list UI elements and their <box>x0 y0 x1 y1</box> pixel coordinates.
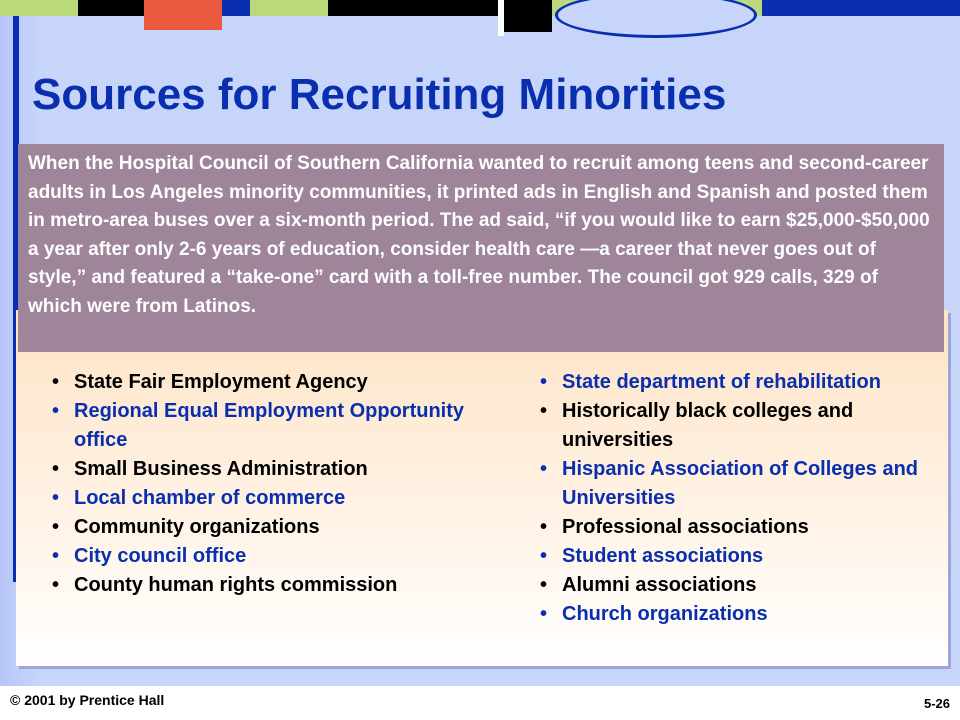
decor-black-block <box>328 0 498 16</box>
list-item-label: State department of rehabilitation <box>562 371 881 393</box>
list-item-label: County human rights commission <box>74 574 398 596</box>
list-item <box>540 397 940 455</box>
bullet-icon: • <box>540 545 548 567</box>
bullet-icon: • <box>540 574 548 596</box>
list-item <box>52 542 472 571</box>
list-item-label: Church organizations <box>562 603 768 625</box>
list-item-label: State Fair Employment Agency <box>74 371 368 393</box>
list-item <box>52 397 472 455</box>
list-item <box>540 513 940 542</box>
list-item-label: Community organizations <box>74 516 320 538</box>
decor-red-block <box>144 0 222 30</box>
list-item <box>540 600 940 629</box>
decor-blue-block <box>762 0 960 16</box>
bullet-icon: • <box>52 574 60 596</box>
list-item-label: City council office <box>74 545 247 567</box>
list-item-label: Professional associations <box>562 516 809 538</box>
bullet-icon: • <box>540 371 548 393</box>
bullet-icon: • <box>540 458 548 480</box>
right-source-list <box>540 368 940 629</box>
list-item <box>52 513 472 542</box>
page-number: 5-26 <box>923 696 950 711</box>
list-item <box>52 484 472 513</box>
list-item <box>540 571 940 600</box>
bullet-icon: • <box>540 400 548 422</box>
list-item-label: Historically black colleges and universities <box>562 400 854 451</box>
list-item <box>540 455 940 513</box>
list-item-label: Alumni associations <box>562 574 757 596</box>
copyright-text: © 2001 by Prentice Hall <box>10 692 165 708</box>
decor-green-block <box>250 0 328 16</box>
bullet-icon: • <box>52 400 60 422</box>
callout-box <box>18 144 944 352</box>
bullet-icon: • <box>52 458 60 480</box>
list-item <box>52 368 472 397</box>
bullet-icon: • <box>52 371 60 393</box>
list-item-label: Local chamber of commerce <box>74 487 346 509</box>
decor-black-block <box>504 0 552 32</box>
bullet-icon: • <box>52 516 60 538</box>
top-decorative-bar <box>0 0 960 16</box>
list-item <box>540 368 940 397</box>
list-item-label: Regional Equal Employment Opportunity office <box>74 400 465 451</box>
list-item-label: Student associations <box>562 545 764 567</box>
list-item <box>540 542 940 571</box>
callout-text: When the Hospital Council of Southern California wanted to recruit among teens and second-career adults in Los Angeles minority communities, it printed ads in English and Spanish and posted them in metro-area buses over a six-month period. The ad said, “if you would like to earn $25,000-$50,000 a year after only 2-6 years of education, consider health care —a career that never goes out of style,” and featured a “take-one” card with a toll-free number. The council got 929 calls, 329 of which were from Latinos. <box>28 153 930 317</box>
bullet-icon: • <box>52 487 60 509</box>
bullet-icon: • <box>540 516 548 538</box>
list-item-label: Hispanic Association of Colleges and Universities <box>562 458 918 509</box>
decor-green-block <box>0 0 78 16</box>
bullet-icon: • <box>540 603 548 625</box>
left-source-list <box>52 368 472 600</box>
decor-black-block <box>78 0 144 16</box>
bullet-icon: • <box>52 545 60 567</box>
list-item <box>52 455 472 484</box>
list-item <box>52 571 472 600</box>
list-item-label: Small Business Administration <box>74 458 368 480</box>
slide-title: Sources for Recruiting Minorities <box>32 70 727 119</box>
